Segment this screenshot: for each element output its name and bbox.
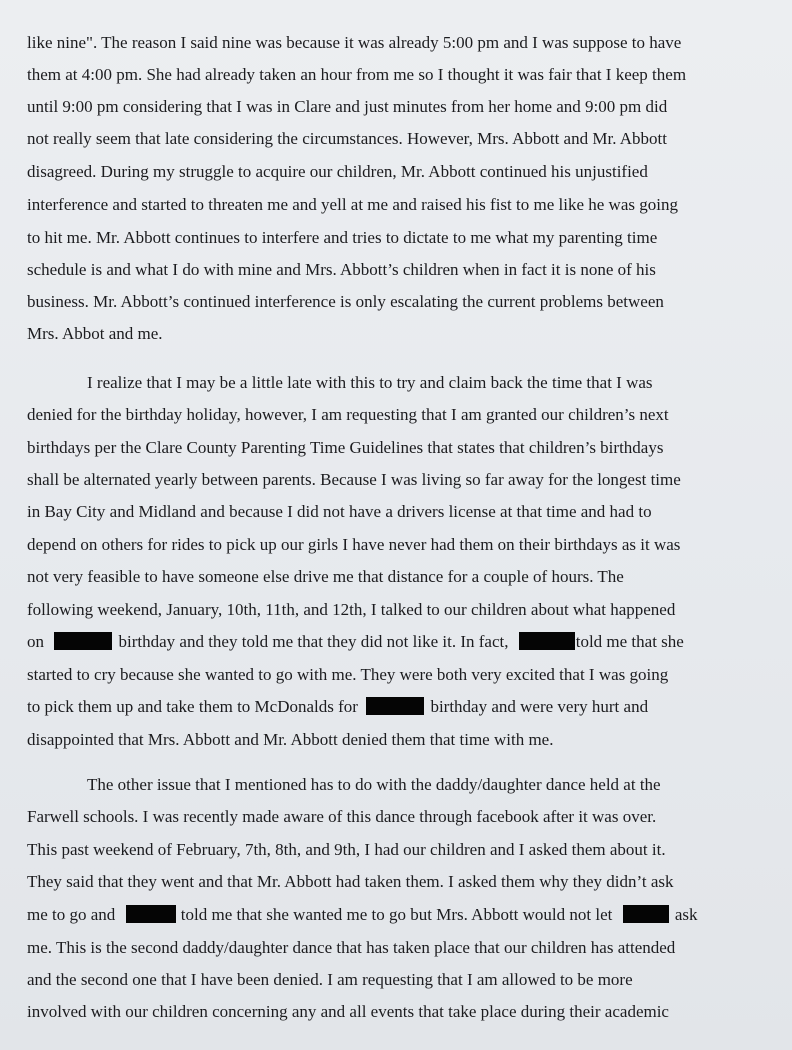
text-fragment: on bbox=[27, 632, 44, 651]
text-line: following weekend, January, 10th, 11th, and 12th, I talked to our children about what happened bbox=[27, 600, 676, 619]
text-line: disappointed that Mrs. Abbott and Mr. Abbott denied them that time with me. bbox=[27, 730, 554, 749]
text-line: until 9:00 pm considering that I was in Clare and just minutes from her home and 9:00 pm did bbox=[27, 97, 668, 116]
text-line: denied for the birthday holiday, however, I am requesting that I am granted our children’s next bbox=[27, 405, 669, 424]
text-line: depend on others for rides to pick up our girls I have never had them on their birthdays as it was bbox=[27, 535, 681, 554]
text-line: in Bay City and Midland and because I did not have a drivers license at that time and had to bbox=[27, 502, 652, 521]
text-line: shall be alternated yearly between parents. Because I was living so far away for the longest time bbox=[27, 470, 681, 489]
text-line: not really seem that late considering the circumstances. However, Mrs. Abbott and Mr. Abbott bbox=[27, 129, 667, 148]
redaction-bar bbox=[519, 632, 575, 650]
text-line bbox=[27, 697, 648, 717]
text-line bbox=[27, 905, 698, 925]
text-line-indented: The other issue that I mentioned has to do with the daddy/daughter dance held at the bbox=[87, 775, 661, 794]
text-line: schedule is and what I do with mine and Mrs. Abbott’s children when in fact it is none of his bbox=[27, 260, 656, 279]
text-fragment: ask bbox=[674, 905, 698, 924]
text-line: like nine". The reason I said nine was because it was already 5:00 pm and I was suppose to have bbox=[27, 33, 682, 52]
text-line: business. Mr. Abbott’s continued interference is only escalating the current problems between bbox=[27, 292, 664, 311]
text-line: me. This is the second daddy/daughter dance that has taken place that our children has attended bbox=[27, 938, 676, 957]
text-line bbox=[27, 632, 684, 652]
text-fragment: me to go and bbox=[27, 905, 116, 924]
text-fragment: told me that she bbox=[575, 632, 684, 651]
text-line: disagreed. During my struggle to acquire our children, Mr. Abbott continued his unjustified bbox=[27, 162, 648, 181]
text-line: involved with our children concerning any and all events that take place during their academic bbox=[27, 1002, 669, 1021]
redaction-bar bbox=[623, 905, 669, 923]
text-line: them at 4:00 pm. She had already taken an hour from me so I thought it was fair that I keep them bbox=[27, 65, 687, 84]
redaction-bar bbox=[366, 697, 424, 715]
text-line: This past weekend of February, 7th, 8th, and 9th, I had our children and I asked them about it. bbox=[27, 840, 666, 859]
text-line: They said that they went and that Mr. Abbott had taken them. I asked them why they didn’t ask bbox=[27, 872, 674, 891]
text-fragment: told me that she wanted me to go but Mrs. Abbott would not let bbox=[180, 905, 613, 924]
text-line: started to cry because she wanted to go with me. They were both very excited that I was going bbox=[27, 665, 669, 684]
text-fragment: birthday and were very hurt and bbox=[430, 697, 649, 716]
text-line: to hit me. Mr. Abbott continues to interfere and tries to dictate to me what my parenting time bbox=[27, 228, 658, 247]
text-line: and the second one that I have been denied. I am requesting that I am allowed to be more bbox=[27, 970, 633, 989]
text-line-indented: I realize that I may be a little late with this to try and claim back the time that I was bbox=[87, 373, 653, 392]
text-line: Farwell schools. I was recently made aware of this dance through facebook after it was over. bbox=[27, 807, 657, 826]
text-line: birthdays per the Clare County Parenting Time Guidelines that states that children’s birthdays bbox=[27, 438, 664, 457]
text-fragment: birthday and they told me that they did not like it. In fact, bbox=[118, 632, 509, 651]
text-fragment: to pick them up and take them to McDonalds for bbox=[27, 697, 358, 716]
redaction-bar bbox=[126, 905, 176, 923]
text-line: not very feasible to have someone else drive me that distance for a couple of hours. The bbox=[27, 567, 624, 586]
text-line: Mrs. Abbot and me. bbox=[27, 324, 163, 343]
text-line: interference and started to threaten me and yell at me and raised his fist to me like he was going bbox=[27, 195, 678, 214]
redaction-bar bbox=[54, 632, 112, 650]
